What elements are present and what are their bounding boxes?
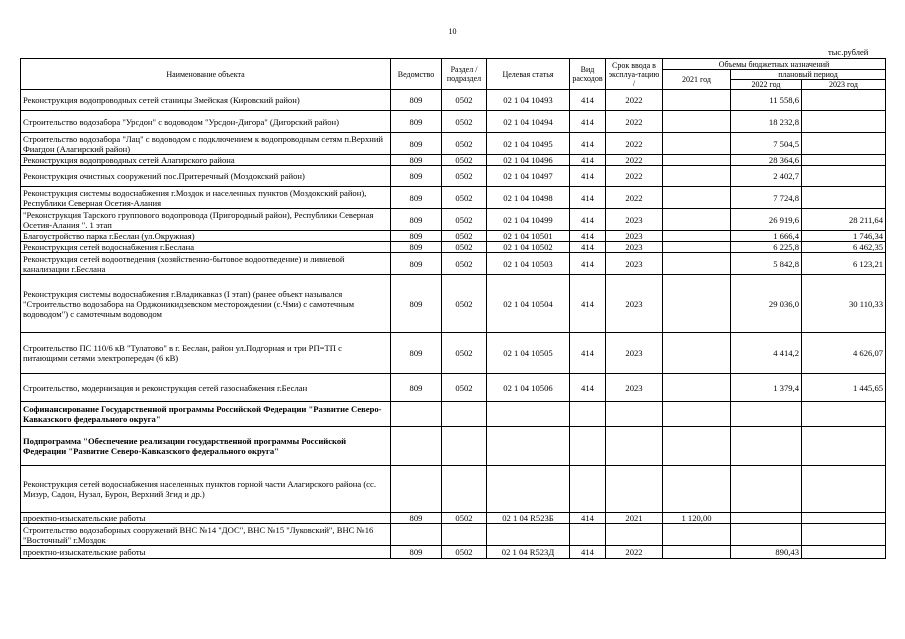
cell-2022: 11 558,6: [731, 90, 802, 111]
cell-2023: [802, 402, 886, 427]
cell-target: 02 1 04 10495: [487, 133, 570, 155]
cell-target: 02 1 04 10501: [487, 231, 570, 242]
cell-name: проектно-изыскательские работы: [21, 513, 391, 524]
table-row: [21, 374, 886, 402]
cell-2023: [802, 546, 886, 559]
cell-expense-type: 414: [570, 513, 606, 524]
table-row: [21, 546, 886, 559]
cell-2022: 6 225,8: [731, 242, 802, 253]
cell-2022: 7 504,5: [731, 133, 802, 155]
cell-2022: 29 036,0: [731, 275, 802, 333]
cell-target: 02 1 04 10505: [487, 333, 570, 374]
cell-target: [487, 402, 570, 427]
cell-2022: 1 666,4: [731, 231, 802, 242]
header-2021: 2021 год: [663, 70, 731, 90]
cell-name: Благоустройство парка г.Беслан (ул.Окружная): [21, 231, 391, 242]
page-number: 10: [448, 27, 457, 36]
cell-target: 02 1 04 10494: [487, 111, 570, 133]
cell-name: Реконструкция системы водоснабжения г.Владикавказ (I этап) (ранее объект назывался "Строительство водозабора на Орджоникидзевском месторождении (с.Чми) с самотечным водоводом") с самотечным водоводом: [21, 275, 391, 333]
cell-2021: [663, 374, 731, 402]
cell-2021: [663, 402, 731, 427]
cell-section: 0502: [442, 333, 487, 374]
cell-name: Строительство ПС 110/6 кВ "Тулатово" в г. Беслан, район ул.Подгорная и три РП=ТП с питающими сетями электропередач (6 кВ): [21, 333, 391, 374]
table-row: [21, 90, 886, 111]
header-department: Ведомство: [391, 59, 442, 90]
cell-year: 2021: [606, 513, 663, 524]
cell-name: Подпрограмма "Обеспечение реализации государственной программы Российской Федерации "Развитие Северо-Кавказского федерального округа": [21, 427, 391, 466]
cell-2023: 28 211,64: [802, 209, 886, 231]
cell-year: 2023: [606, 275, 663, 333]
cell-expense-type: 414: [570, 231, 606, 242]
cell-section: 0502: [442, 166, 487, 187]
cell-expense-type: 414: [570, 133, 606, 155]
cell-department: 809: [391, 333, 442, 374]
cell-section: [442, 427, 487, 466]
cell-expense-type: [570, 402, 606, 427]
table-row: [21, 253, 886, 275]
table-row: [21, 231, 886, 242]
cell-department: 809: [391, 546, 442, 559]
cell-year: [606, 402, 663, 427]
cell-year: 2023: [606, 242, 663, 253]
cell-department: 809: [391, 111, 442, 133]
cell-section: 0502: [442, 155, 487, 166]
cell-name: Строительство водозабора "Лац" с водоводом с подключением к водопроводным сетям п.Верхний Фиагдон (Алагирский район): [21, 133, 391, 155]
cell-name: проектно-изыскательские работы: [21, 546, 391, 559]
cell-2023: 1 746,34: [802, 231, 886, 242]
cell-2023: [802, 513, 886, 524]
cell-2021: [663, 133, 731, 155]
cell-2022: 2 402,7: [731, 166, 802, 187]
cell-department: [391, 466, 442, 513]
table-row: [21, 333, 886, 374]
cell-section: [442, 524, 487, 546]
cell-2023: [802, 427, 886, 466]
cell-name: Реконструкция сетей водоотведения (хозяйственно-бытовое водоотведение) и ливневой канализации г.Беслана: [21, 253, 391, 275]
cell-target: [487, 427, 570, 466]
cell-department: 809: [391, 209, 442, 231]
cell-2021: [663, 253, 731, 275]
cell-name: Строительство водозабора "Урсдон" с водоводом "Урсдон-Дигора" (Дигорский район): [21, 111, 391, 133]
cell-2021: [663, 231, 731, 242]
header-budget: Объемы бюджетных назначений: [663, 59, 886, 70]
header-deadline: Срок ввода в эксплуа-тацию /: [606, 59, 663, 90]
cell-2022: 26 919,6: [731, 209, 802, 231]
table-row: [21, 275, 886, 333]
cell-name: Реконструкция водопроводных сетей станицы Змейская (Кировский район): [21, 90, 391, 111]
cell-2021: [663, 546, 731, 559]
cell-department: 809: [391, 166, 442, 187]
cell-year: 2022: [606, 187, 663, 209]
cell-year: [606, 524, 663, 546]
cell-2021: [663, 275, 731, 333]
cell-target: 02 1 04 10499: [487, 209, 570, 231]
cell-expense-type: [570, 466, 606, 513]
cell-expense-type: 414: [570, 155, 606, 166]
cell-expense-type: 414: [570, 275, 606, 333]
cell-target: 02 1 04 10497: [487, 166, 570, 187]
cell-expense-type: 414: [570, 209, 606, 231]
cell-target: 02 1 04 10502: [487, 242, 570, 253]
cell-2021: [663, 166, 731, 187]
cell-section: 0502: [442, 133, 487, 155]
cell-name: Реконструкция водопроводных сетей Алагирского района: [21, 155, 391, 166]
cell-expense-type: 414: [570, 111, 606, 133]
cell-2023: [802, 111, 886, 133]
cell-2022: 1 379,4: [731, 374, 802, 402]
cell-target: 02 1 04 R523Д: [487, 546, 570, 559]
cell-target: [487, 466, 570, 513]
cell-year: 2022: [606, 90, 663, 111]
cell-expense-type: 414: [570, 546, 606, 559]
cell-department: [391, 427, 442, 466]
cell-name: "Реконструкция Тарского группового водопровода (Пригородный район), Республики Северная Осетия-Алания ". 1 этап: [21, 209, 391, 231]
cell-name: Реконструкция очистных сооружений пос.Притеречный (Моздокский район): [21, 166, 391, 187]
cell-2023: [802, 187, 886, 209]
cell-expense-type: 414: [570, 242, 606, 253]
table-row: [21, 402, 886, 427]
cell-section: 0502: [442, 253, 487, 275]
cell-2023: [802, 466, 886, 513]
cell-2021: [663, 209, 731, 231]
cell-2022: [731, 402, 802, 427]
cell-2022: 4 414,2: [731, 333, 802, 374]
cell-expense-type: [570, 427, 606, 466]
cell-year: 2022: [606, 166, 663, 187]
cell-2023: [802, 90, 886, 111]
cell-2021: [663, 111, 731, 133]
cell-department: 809: [391, 242, 442, 253]
cell-expense-type: 414: [570, 253, 606, 275]
cell-department: 809: [391, 374, 442, 402]
cell-year: 2022: [606, 133, 663, 155]
table-row: [21, 155, 886, 166]
cell-department: 809: [391, 155, 442, 166]
cell-2021: [663, 466, 731, 513]
cell-target: 02 1 04 R523Б: [487, 513, 570, 524]
table-row: [21, 166, 886, 187]
cell-section: [442, 402, 487, 427]
cell-expense-type: 414: [570, 374, 606, 402]
cell-expense-type: 414: [570, 187, 606, 209]
cell-2021: [663, 524, 731, 546]
table-row: [21, 513, 886, 524]
cell-name: Софинансирование Государственной программы Российской Федерации "Развитие Северо-Кавказского федерального округа": [21, 402, 391, 427]
cell-section: 0502: [442, 275, 487, 333]
cell-2022: 5 842,8: [731, 253, 802, 275]
cell-section: 0502: [442, 209, 487, 231]
cell-target: 02 1 04 10493: [487, 90, 570, 111]
cell-section: [442, 466, 487, 513]
cell-department: 809: [391, 513, 442, 524]
cell-target: 02 1 04 10506: [487, 374, 570, 402]
cell-2023: [802, 524, 886, 546]
cell-2021: [663, 155, 731, 166]
table-row: [21, 187, 886, 209]
cell-year: 2023: [606, 231, 663, 242]
table-row: [21, 133, 886, 155]
cell-name: Реконструкция системы водоснабжения г.Моздок и населенных пунктов (Моздокский район), Республики Северная Осетия-Алания: [21, 187, 391, 209]
cell-2022: [731, 513, 802, 524]
cell-name: Строительство, модернизация и реконструкция сетей газоснабжения г.Беслан: [21, 374, 391, 402]
table-row: [21, 427, 886, 466]
cell-2022: 18 232,8: [731, 111, 802, 133]
header-planned: плановый период: [731, 70, 886, 80]
cell-year: 2023: [606, 374, 663, 402]
header-name: Наименование объекта: [21, 59, 391, 90]
header-2022: 2022 год: [731, 80, 802, 90]
cell-target: 02 1 04 10498: [487, 187, 570, 209]
cell-2023: [802, 166, 886, 187]
cell-year: 2023: [606, 209, 663, 231]
unit-label: тыс.рублей: [828, 47, 869, 57]
cell-target: 02 1 04 10503: [487, 253, 570, 275]
cell-year: 2023: [606, 333, 663, 374]
cell-expense-type: 414: [570, 90, 606, 111]
cell-2022: [731, 524, 802, 546]
cell-expense-type: [570, 524, 606, 546]
header-row: [21, 59, 886, 70]
cell-target: 02 1 04 10504: [487, 275, 570, 333]
cell-year: [606, 466, 663, 513]
cell-year: 2022: [606, 546, 663, 559]
cell-department: 809: [391, 187, 442, 209]
cell-year: 2022: [606, 155, 663, 166]
table-row: [21, 209, 886, 231]
cell-section: 0502: [442, 546, 487, 559]
cell-2022: 890,43: [731, 546, 802, 559]
cell-department: [391, 402, 442, 427]
cell-2022: 28 364,6: [731, 155, 802, 166]
cell-department: 809: [391, 231, 442, 242]
cell-section: 0502: [442, 242, 487, 253]
cell-2021: [663, 333, 731, 374]
cell-2022: [731, 427, 802, 466]
cell-name: Строительство водозаборных сооружений ВНС №14 "ДОС", ВНС №15 "Луковский", ВНС №16 "Восточный" г.Моздок: [21, 524, 391, 546]
cell-year: [606, 427, 663, 466]
cell-2023: [802, 155, 886, 166]
cell-department: 809: [391, 253, 442, 275]
cell-2023: 1 445,65: [802, 374, 886, 402]
cell-name: Реконструкция сетей водоснабжения г.Беслана: [21, 242, 391, 253]
cell-year: 2023: [606, 253, 663, 275]
cell-2022: [731, 466, 802, 513]
cell-department: 809: [391, 90, 442, 111]
cell-section: 0502: [442, 187, 487, 209]
header-2023: 2023 год: [802, 80, 886, 90]
cell-section: 0502: [442, 90, 487, 111]
cell-section: 0502: [442, 111, 487, 133]
header-section: Раздел / подраздел: [442, 59, 487, 90]
cell-2023: 6 462,35: [802, 242, 886, 253]
cell-2023: [802, 133, 886, 155]
cell-2021: 1 120,00: [663, 513, 731, 524]
cell-section: 0502: [442, 231, 487, 242]
cell-2023: 30 110,33: [802, 275, 886, 333]
cell-target: 02 1 04 10496: [487, 155, 570, 166]
budget-table: [20, 58, 886, 559]
header-expense-type: Вид расходов: [570, 59, 606, 90]
header-target: Целевая статья: [487, 59, 570, 90]
cell-2023: 6 123,21: [802, 253, 886, 275]
cell-expense-type: 414: [570, 166, 606, 187]
cell-2023: 4 626,07: [802, 333, 886, 374]
cell-department: 809: [391, 275, 442, 333]
cell-2022: 7 724,8: [731, 187, 802, 209]
cell-department: 809: [391, 133, 442, 155]
cell-section: 0502: [442, 513, 487, 524]
cell-2021: [663, 187, 731, 209]
cell-section: 0502: [442, 374, 487, 402]
cell-expense-type: 414: [570, 333, 606, 374]
cell-2021: [663, 242, 731, 253]
cell-year: 2022: [606, 111, 663, 133]
cell-2021: [663, 90, 731, 111]
table-row: [21, 466, 886, 513]
cell-name: Реконструкция сетей водоснабжения населенных пунктов горной части Алагирского района (сс. Мизур, Садон, Нузал, Бурон, Верхний Згид и др.): [21, 466, 391, 513]
cell-department: [391, 524, 442, 546]
table-row: [21, 111, 886, 133]
table-row: [21, 242, 886, 253]
cell-2021: [663, 427, 731, 466]
cell-target: [487, 524, 570, 546]
table-row: [21, 524, 886, 546]
